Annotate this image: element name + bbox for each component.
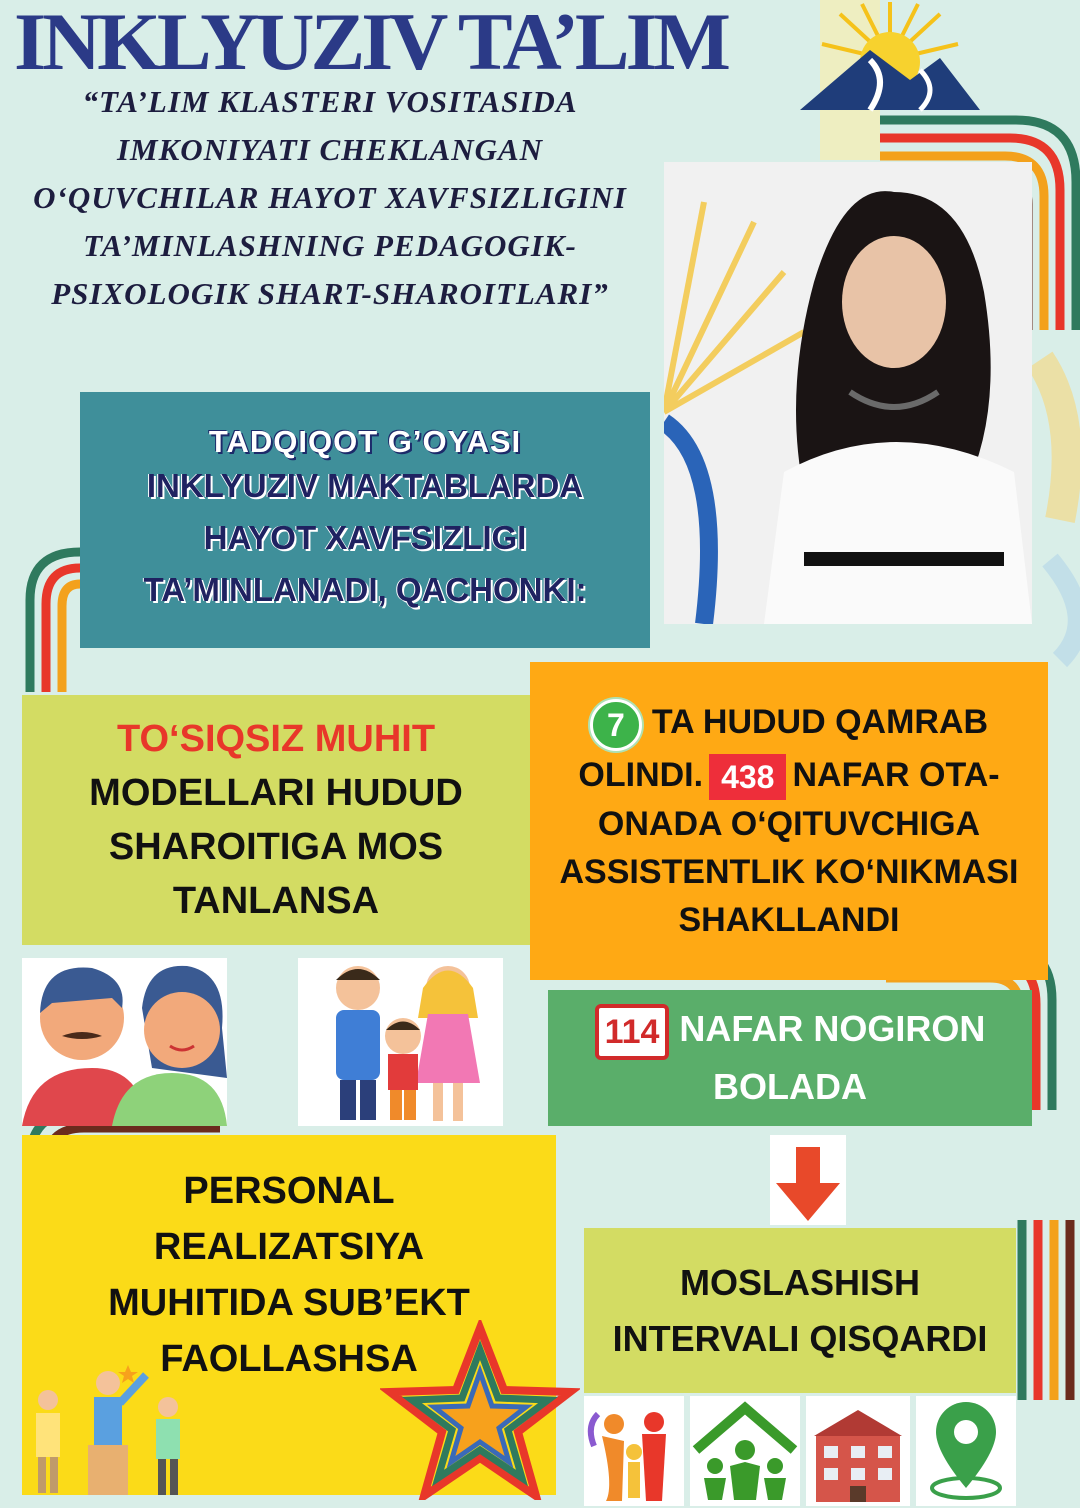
star-icon (380, 1320, 580, 1500)
children-count-badge: 114 (595, 1004, 670, 1060)
results-line: SHAKLLANDI (678, 900, 900, 939)
research-idea-line: TA’MINLANADI, QACHONKI: (143, 571, 587, 608)
sun-mountain-logo-icon (800, 0, 980, 130)
results-line: ASSISTENTLIK KO‘NIKMASI (559, 852, 1019, 891)
research-idea-line: INKLYUZIV MAKTABLARDA (146, 467, 584, 504)
children-line-text: NAFAR NOGIRON (679, 1008, 986, 1050)
adaptation-box (584, 1228, 1016, 1393)
personal-line: FAOLLASHSA (160, 1338, 418, 1380)
location-pin-icon (916, 1396, 1016, 1506)
parents-icon (22, 958, 227, 1126)
person-illustration (664, 162, 1032, 624)
results-box (530, 662, 1048, 980)
results-line-text: TA HUDUD QAMRAB (651, 703, 989, 742)
barrier-free-line: TANLANSA (172, 880, 380, 922)
children-box (548, 990, 1032, 1126)
parents-count-badge: 438 (709, 754, 786, 800)
children-line (595, 1002, 986, 1059)
results-line: ONADA O‘QITUVCHIGA (597, 804, 981, 843)
building-icon (806, 1396, 910, 1506)
barrier-free-box (22, 695, 530, 945)
barrier-free-line: SHAROITIGA MOS (108, 826, 444, 868)
barrier-free-line: MODELLARI HUDUD (89, 772, 463, 814)
results-line (590, 698, 988, 750)
research-idea-heading: TADQIQOT G’OYASI (208, 424, 522, 459)
family-hands-icon (584, 1396, 684, 1506)
results-line-text: OLINDI. (578, 755, 704, 794)
teamwork-people-icon (28, 1345, 198, 1505)
personal-line: MUHITIDA SUB’EKT (108, 1282, 470, 1324)
adaptation-line: INTERVALI QISQARDI (612, 1317, 988, 1359)
personal-line: PERSONAL (183, 1170, 395, 1212)
down-arrow-icon (770, 1135, 846, 1225)
regions-count-badge: 7 (590, 699, 642, 751)
adaptation-line: MOSLASHISH (679, 1261, 920, 1303)
family-icon (298, 958, 503, 1126)
page-title: INKLYUZIV TA’LIM (14, 0, 727, 87)
personal-line: REALIZATSIYA (153, 1226, 425, 1268)
results-line-text: NAFAR OTA- (792, 755, 1000, 794)
children-line: BOLADA (713, 1065, 867, 1107)
barrier-free-highlight: TO‘SIQSIZ MUHIT (116, 718, 436, 760)
home-family-icon (690, 1396, 800, 1506)
portrait-photo (664, 162, 1032, 624)
research-idea-box (80, 392, 650, 648)
research-idea-line: HAYOT XAVFSIZLIGI (203, 519, 527, 556)
results-line (578, 751, 999, 800)
page-subtitle: “TA’LIM KLASTERI VOSITASIDA IMKONIYATI CHEKLANGAN O‘QUVCHILAR HAYOT XAVFSIZLIGINI TA’MINLASHNING PEDAGOGIK-PSIXOLOGIK SHART-SHAROITLARI” (33, 84, 627, 311)
